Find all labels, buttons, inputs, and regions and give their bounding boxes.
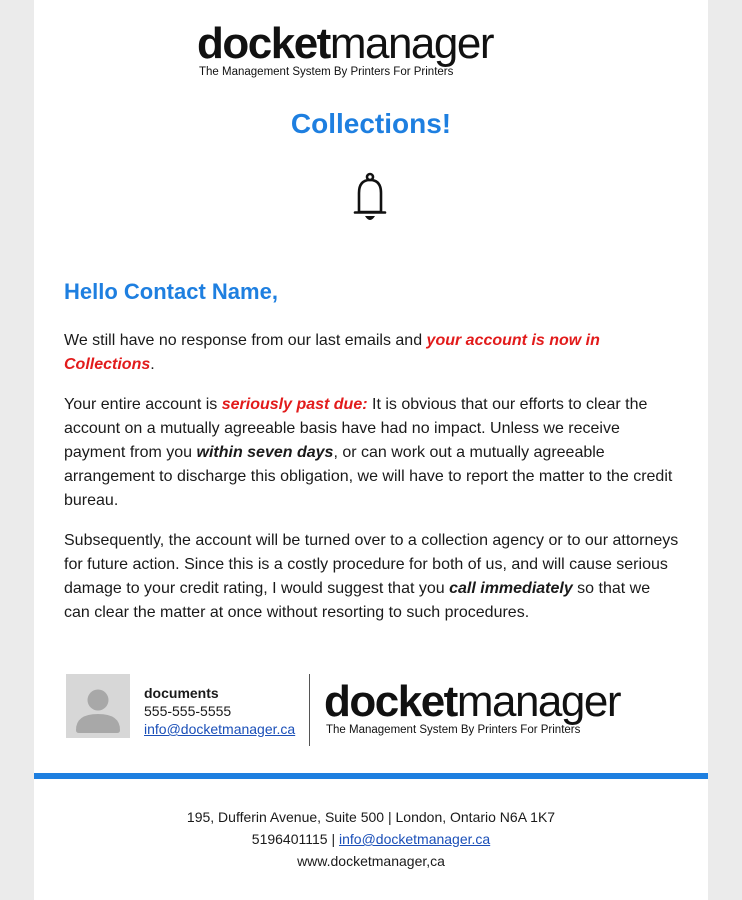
footer-contact: [34, 828, 708, 850]
p1-text-end: .: [150, 356, 155, 373]
signature-email-link[interactable]: info@docketmanager.ca: [144, 721, 296, 737]
user-icon: [66, 674, 130, 738]
signature-logo-word-bold: docket: [324, 677, 457, 726]
p3-text-end: so that we can clear the matter at once without resorting to such procedures.: [64, 580, 651, 621]
message-body: [64, 329, 680, 641]
footer-address: 195, Dufferin Avenue, Suite 500 | London, Ontario N6A 1K7: [186, 809, 556, 825]
logo-word-bold: docket: [197, 19, 330, 68]
p2-emphasis: within seven days: [196, 444, 334, 461]
p1-text: We still have no response from our last emails and: [64, 332, 427, 349]
page-title: Collections!: [290, 108, 452, 139]
signature-logo: [324, 677, 674, 736]
paragraph-3: [64, 529, 680, 625]
logo-word-light: manager: [329, 19, 493, 68]
logo-wordmark: [197, 19, 547, 68]
greeting: Hello Contact Name,: [64, 279, 278, 304]
signature-phone: 555-555-5555: [144, 703, 232, 719]
signature-logo-wordmark: [324, 677, 674, 726]
avatar: [66, 674, 130, 738]
signature-name: documents: [144, 685, 219, 701]
email-signature: [66, 674, 676, 746]
signature-divider: [309, 674, 310, 746]
footer: [34, 806, 708, 872]
signature-logo-word-light: manager: [456, 677, 620, 726]
footer-separator: |: [327, 831, 339, 847]
p2-text-mid: It is obvious that our efforts to clear the account on a mutually agreeable basis have had no impact. Unless we receive payment from you: [64, 396, 648, 461]
p2-text: Your entire account is: [64, 396, 222, 413]
signature-logo-tagline: The Management System By Printers For Printers: [326, 724, 581, 736]
footer-phone: 5196401115: [251, 831, 328, 847]
footer-website: www.docketmanager,ca: [297, 853, 445, 869]
p2-highlight: seriously past due:: [221, 396, 368, 413]
p3-text: Subsequently, the account will be turned over to a collection agency or to our attorneys for future action. Since this is a costly procedure for both of us, and will cause serious damage to your credit rating, I would suggest that you: [64, 532, 679, 597]
email-card: [34, 0, 708, 900]
paragraph-2: [64, 393, 680, 513]
signature-info: [144, 684, 295, 738]
footer-email-link[interactable]: info@docketmanager.ca: [339, 831, 491, 847]
p2-text-end: , or can work out a mutually agreeable arrangement to discharge this obligation, we will have to report the matter to the credit bureau.: [64, 444, 673, 509]
p1-highlight: your account is now in Collections: [64, 332, 600, 373]
logo-tagline: The Management System By Printers For Printers: [199, 66, 454, 78]
p3-emphasis: call immediately: [449, 580, 573, 597]
paragraph-1: [64, 329, 680, 377]
docketmanager-logo: [197, 19, 547, 80]
footer-divider: [34, 773, 708, 779]
bell-icon: [350, 172, 390, 228]
